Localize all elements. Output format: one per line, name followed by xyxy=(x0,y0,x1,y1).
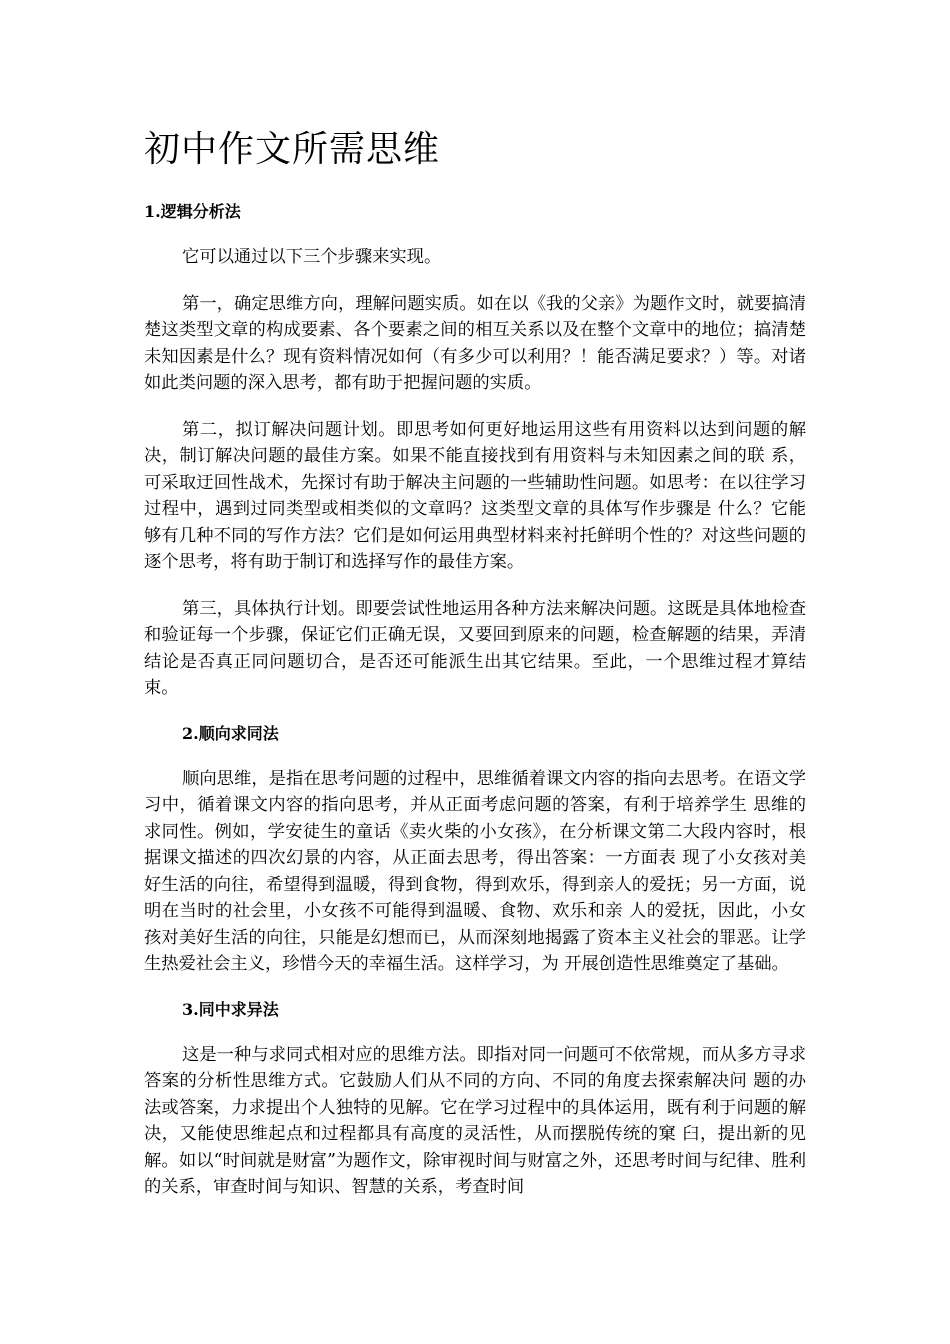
paragraph: 第一，确定思维方向，理解问题实质。如在以《我的父亲》为题作文时，就要搞清楚这类型文章的构成要素、各个要素之间的相互关系以及在整个文章中的地位；搞清楚未知因素是什么？现有资料情况如何（有多少可以利用？！能否满足要求？）等。对诸如此类问题的深入思考，都有助于把握问题的实质。 xyxy=(144,293,806,393)
section-3 xyxy=(144,998,806,1201)
paragraph: 第二，拟订解决问题计划。即思考如何更好地运用这些有用资料以达到问题的解决，制订解决问题的最佳方案。如果不能直接找到有用资料与未知因素之间的联 系，可采取迂回性战术，先探讨有助于解决主问题的一些辅助性问题。如思考：在以往学习过程中，遇到过同类型或相类似的文章吗？这类型文章的具体写作步骤是 什么？它能够有几种不同的写作方法？它们是如何运用典型材料来衬托鲜明个性的？对这些问题的逐个思考，将有助于制订和选择写作的最佳方案。 xyxy=(144,419,806,572)
document-title: 初中作文所需思维 xyxy=(144,129,441,170)
paragraph: 第三，具体执行计划。即要尝试性地运用各种方法来解决问题。这既是具体地检查和验证每一个步骤，保证它们正确无误，又要回到原来的问题，检查解题的结果，弄清结论是否真正同问题切合，是否还可能派生出其它结果。至此，一个思维过程才算结束。 xyxy=(144,598,806,698)
document-page xyxy=(144,122,806,1221)
section-heading: 1.逻辑分析法 xyxy=(144,202,241,221)
section-2 xyxy=(144,722,806,978)
paragraph: 它可以通过以下三个步骤来实现。 xyxy=(182,247,442,267)
paragraph: 这是一种与求同式相对应的思维方法。即指对同一问题可不依常规，而从多方寻求答案的分析性思维方式。它鼓励人们从不同的方向、不同的角度去探索解决问 题的办法或答案，力求提出个人独特的见解。它在学习过程中的具体运用，既有利于问题的解决，又能使思维起点和过程都具有高度的灵活性，从而摆脱传统的窠 臼，提出新的见解。如以“时间就是财富”为题作文，除审视时间与财富之外，还思考时间与纪律、胜利的关系，审查时间与知识、智慧的关系，考查时间 xyxy=(144,1044,806,1197)
paragraph: 顺向思维，是指在思考问题的过程中，思维循着课文内容的指向去思考。在语文学习中，循着课文内容的指向思考，并从正面考虑问题的答案，有利于培养学生 思维的求同性。例如，学安徒生的童话《卖火柴的小女孩》，在分析课文第二大段内容时，根据课文描述的四次幻景的内容，从正面去思考，得出答案：一方面表 现了小女孩对美好生活的向往，希望得到温暖，得到食物，得到欢乐，得到亲人的爱抚；另一方面，说明在当时的社会里，小女孩不可能得到温暖、食物、欢乐和亲 人的爱抚，因此，小女孩对美好生活的向往，只能是幻想而已，从而深刻地揭露了资本主义社会的罪恶。让学生热爱社会主义，珍惜今天的幸福生活。这样学习，为 开展创造性思维奠定了基础。 xyxy=(144,768,806,974)
section-heading: 2.顺向求同法 xyxy=(182,723,279,743)
section-1 xyxy=(144,200,806,702)
section-heading: 3.同中求异法 xyxy=(182,999,279,1019)
